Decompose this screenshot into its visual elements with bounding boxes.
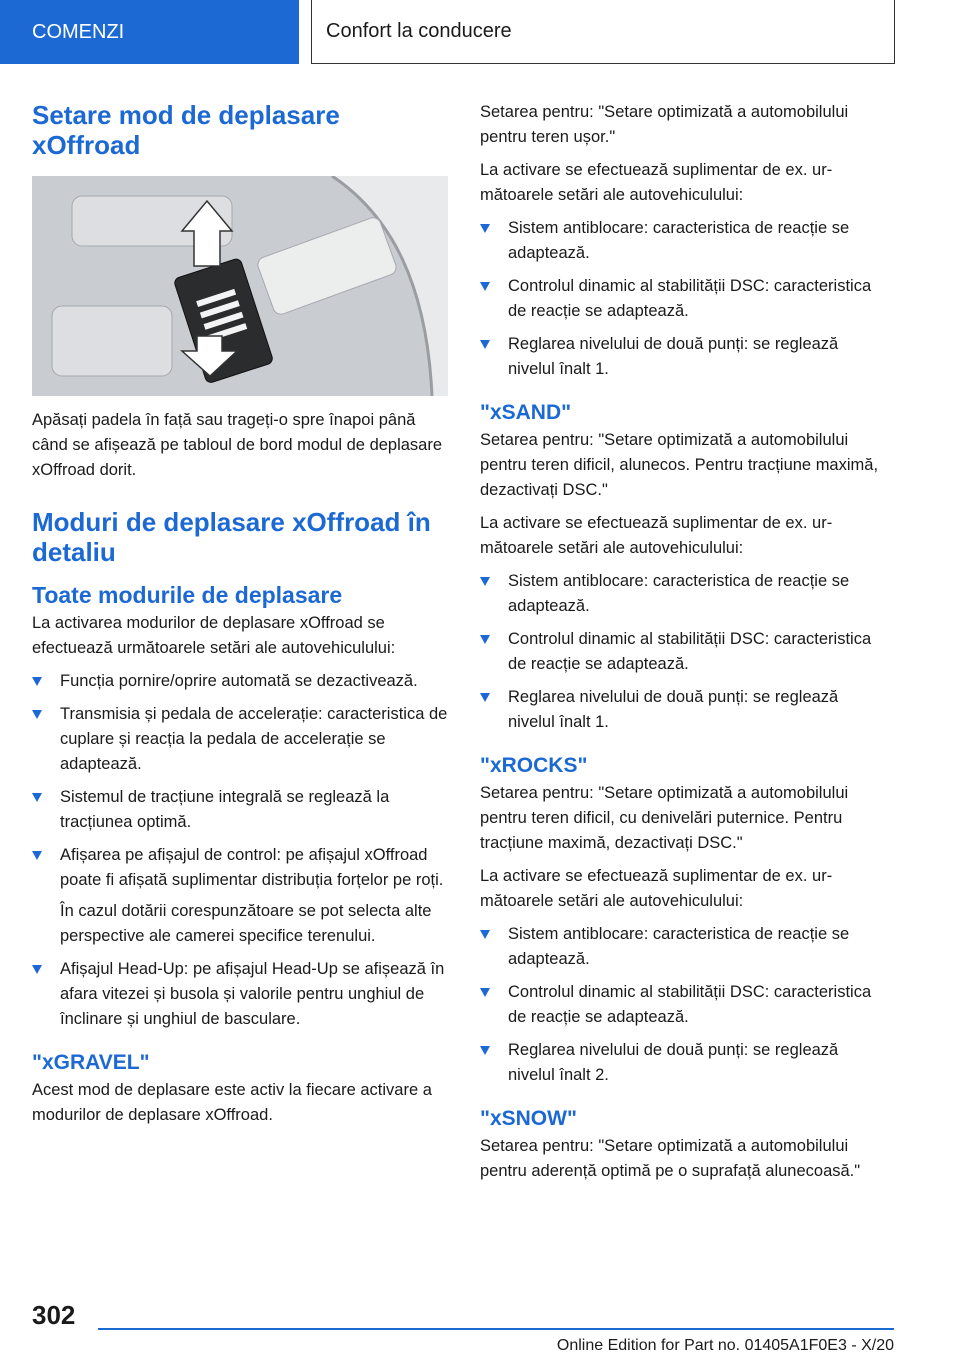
list-item-note: În cazul dotării corespunzătoare se pot selecta alte perspective ale camerei specifice terenului. [60,902,432,945]
list-item: Sistem antiblocare: caracteristica de reacție se adaptează. [480,569,884,619]
footer-edition: Online Edition for Part no. 01405A1F0E3 - X/20 [556,1337,894,1354]
sand-setting: Setarea pentru: "Setare optimizată a automobilului pentru teren dificil, alunecos. Pentru tracțiune maximă, dezactivați DSC." [480,431,879,499]
triangle-bullet-icon [480,224,490,233]
list-item: Sistem antiblocare: caracteristica de reacție se adaptează. [480,216,884,266]
triangle-bullet-icon [32,677,42,686]
snow-title: "xSNOW" [480,1107,577,1130]
snow-setting: Setarea pentru: "Setare optimizată a automobilului pentru aderență optimă pe o suprafață alunecoasă." [480,1137,861,1180]
gravel-setting: Setarea pentru: "Setare optimizată a automobilului pentru teren ușor." [480,103,849,146]
triangle-bullet-icon [480,577,490,586]
gravel-text: Acest mod de deplasare este activ la fiecare activare a modurilor de deplasare xOffroad. [32,1081,432,1124]
sand-title: "xSAND" [480,401,572,424]
rocks-list [480,922,884,1088]
header-chapter-label: Confort la conducere [326,20,512,42]
list-item: Sistemul de tracțiune integrală se reglează la tracțiunea optimă. [32,785,448,835]
section-title: Moduri de deplasare xOffroad în detaliu [32,507,431,567]
list-item: Funcția pornire/oprire automată se dezactivează. [32,669,448,694]
triangle-bullet-icon [32,710,42,719]
list-item: Afișarea pe afișajul de control: pe afișajul xOffroad poate fi afișată suplimentar distribuția forțelor pe roți. În cazul dotării corespunzătoare se pot selecta alte perspective ale camerei specifice terenului. [32,843,448,949]
triangle-bullet-icon [480,988,490,997]
triangle-bullet-icon [32,851,42,860]
gravel-intro: La activare se efectuează suplimentar de ex. următoarele setări ale autovehiculului: [480,161,833,204]
list-item: Reglarea nivelului de două punți: se reglează nivelul înalt 2. [480,1038,884,1088]
sand-intro: La activare se efectuează suplimentar de ex. următoarele setări ale autovehiculului: [480,514,833,557]
list-item: Reglarea nivelului de două punți: se reglează nivelul înalt 1. [480,685,884,735]
page-number: 302 [32,1300,76,1330]
triangle-bullet-icon [480,693,490,702]
list-item: Reglarea nivelului de două punți: se reglează nivelul înalt 1. [480,332,884,382]
list-item: Controlul dinamic al stabilității DSC: caracteristica de reacție se adaptează. [480,274,884,324]
list-item: Controlul dinamic al stabilității DSC: caracteristica de reacție se adaptează. [480,980,884,1030]
triangle-bullet-icon [32,793,42,802]
header-section-label: COMENZI [32,20,125,43]
header-chapter-tab [311,0,895,64]
footer-divider [98,1328,894,1330]
settings-list [32,669,448,1032]
sand-list [480,569,884,735]
list-item: Sistem antiblocare: caracteristica de reacție se adaptează. [480,922,884,972]
triangle-bullet-icon [480,930,490,939]
subsection-title: Toate modurile de deplasare [32,582,343,608]
header-section-tab [0,0,299,64]
rocks-intro: La activare se efectuează suplimentar de ex. următoarele setări ale autovehiculului: [480,867,833,910]
rocks-setting: Setarea pentru: "Setare optimizată a automobilului pentru teren dificil, cu denivelări puternice. Pentru tracțiune maximă, dezactivați DSC." [480,784,849,852]
list-item: Controlul dinamic al stabilității DSC: caracteristica de reacție se adaptează. [480,627,884,677]
intro-paragraph: La activarea modurilor de deplasare xOffroad se efectuează următoarele setări ale autovehiculului: [32,614,396,657]
list-item: Transmisia și pedala de accelerație: caracteristica de cuplare și reacția la pedala de accelerație se adaptează. [32,702,448,777]
triangle-bullet-icon [480,1046,490,1055]
gravel-list [480,216,884,382]
gravel-title: "xGRAVEL" [32,1051,150,1074]
right-column [480,100,884,1192]
triangle-bullet-icon [480,340,490,349]
triangle-bullet-icon [480,635,490,644]
rocks-title: "xROCKS" [480,754,588,777]
triangle-bullet-icon [32,965,42,974]
triangle-bullet-icon [480,282,490,291]
left-column [32,100,448,1136]
figure-caption: Apăsați padela în față sau trageți-o spre înapoi până când se afișează pe tabloul de bord modul de deplasare xOffroad dorit. [32,411,443,479]
paddle-illustration [32,176,448,396]
list-item: Afișajul Head-Up: pe afișajul Head-Up se afișează în afara vitezei și busola și valorile pentru unghiul de înclinare și unghiul de basculare. [32,957,448,1032]
page-title: Setare mod de deplasare xOffroad [32,100,340,160]
